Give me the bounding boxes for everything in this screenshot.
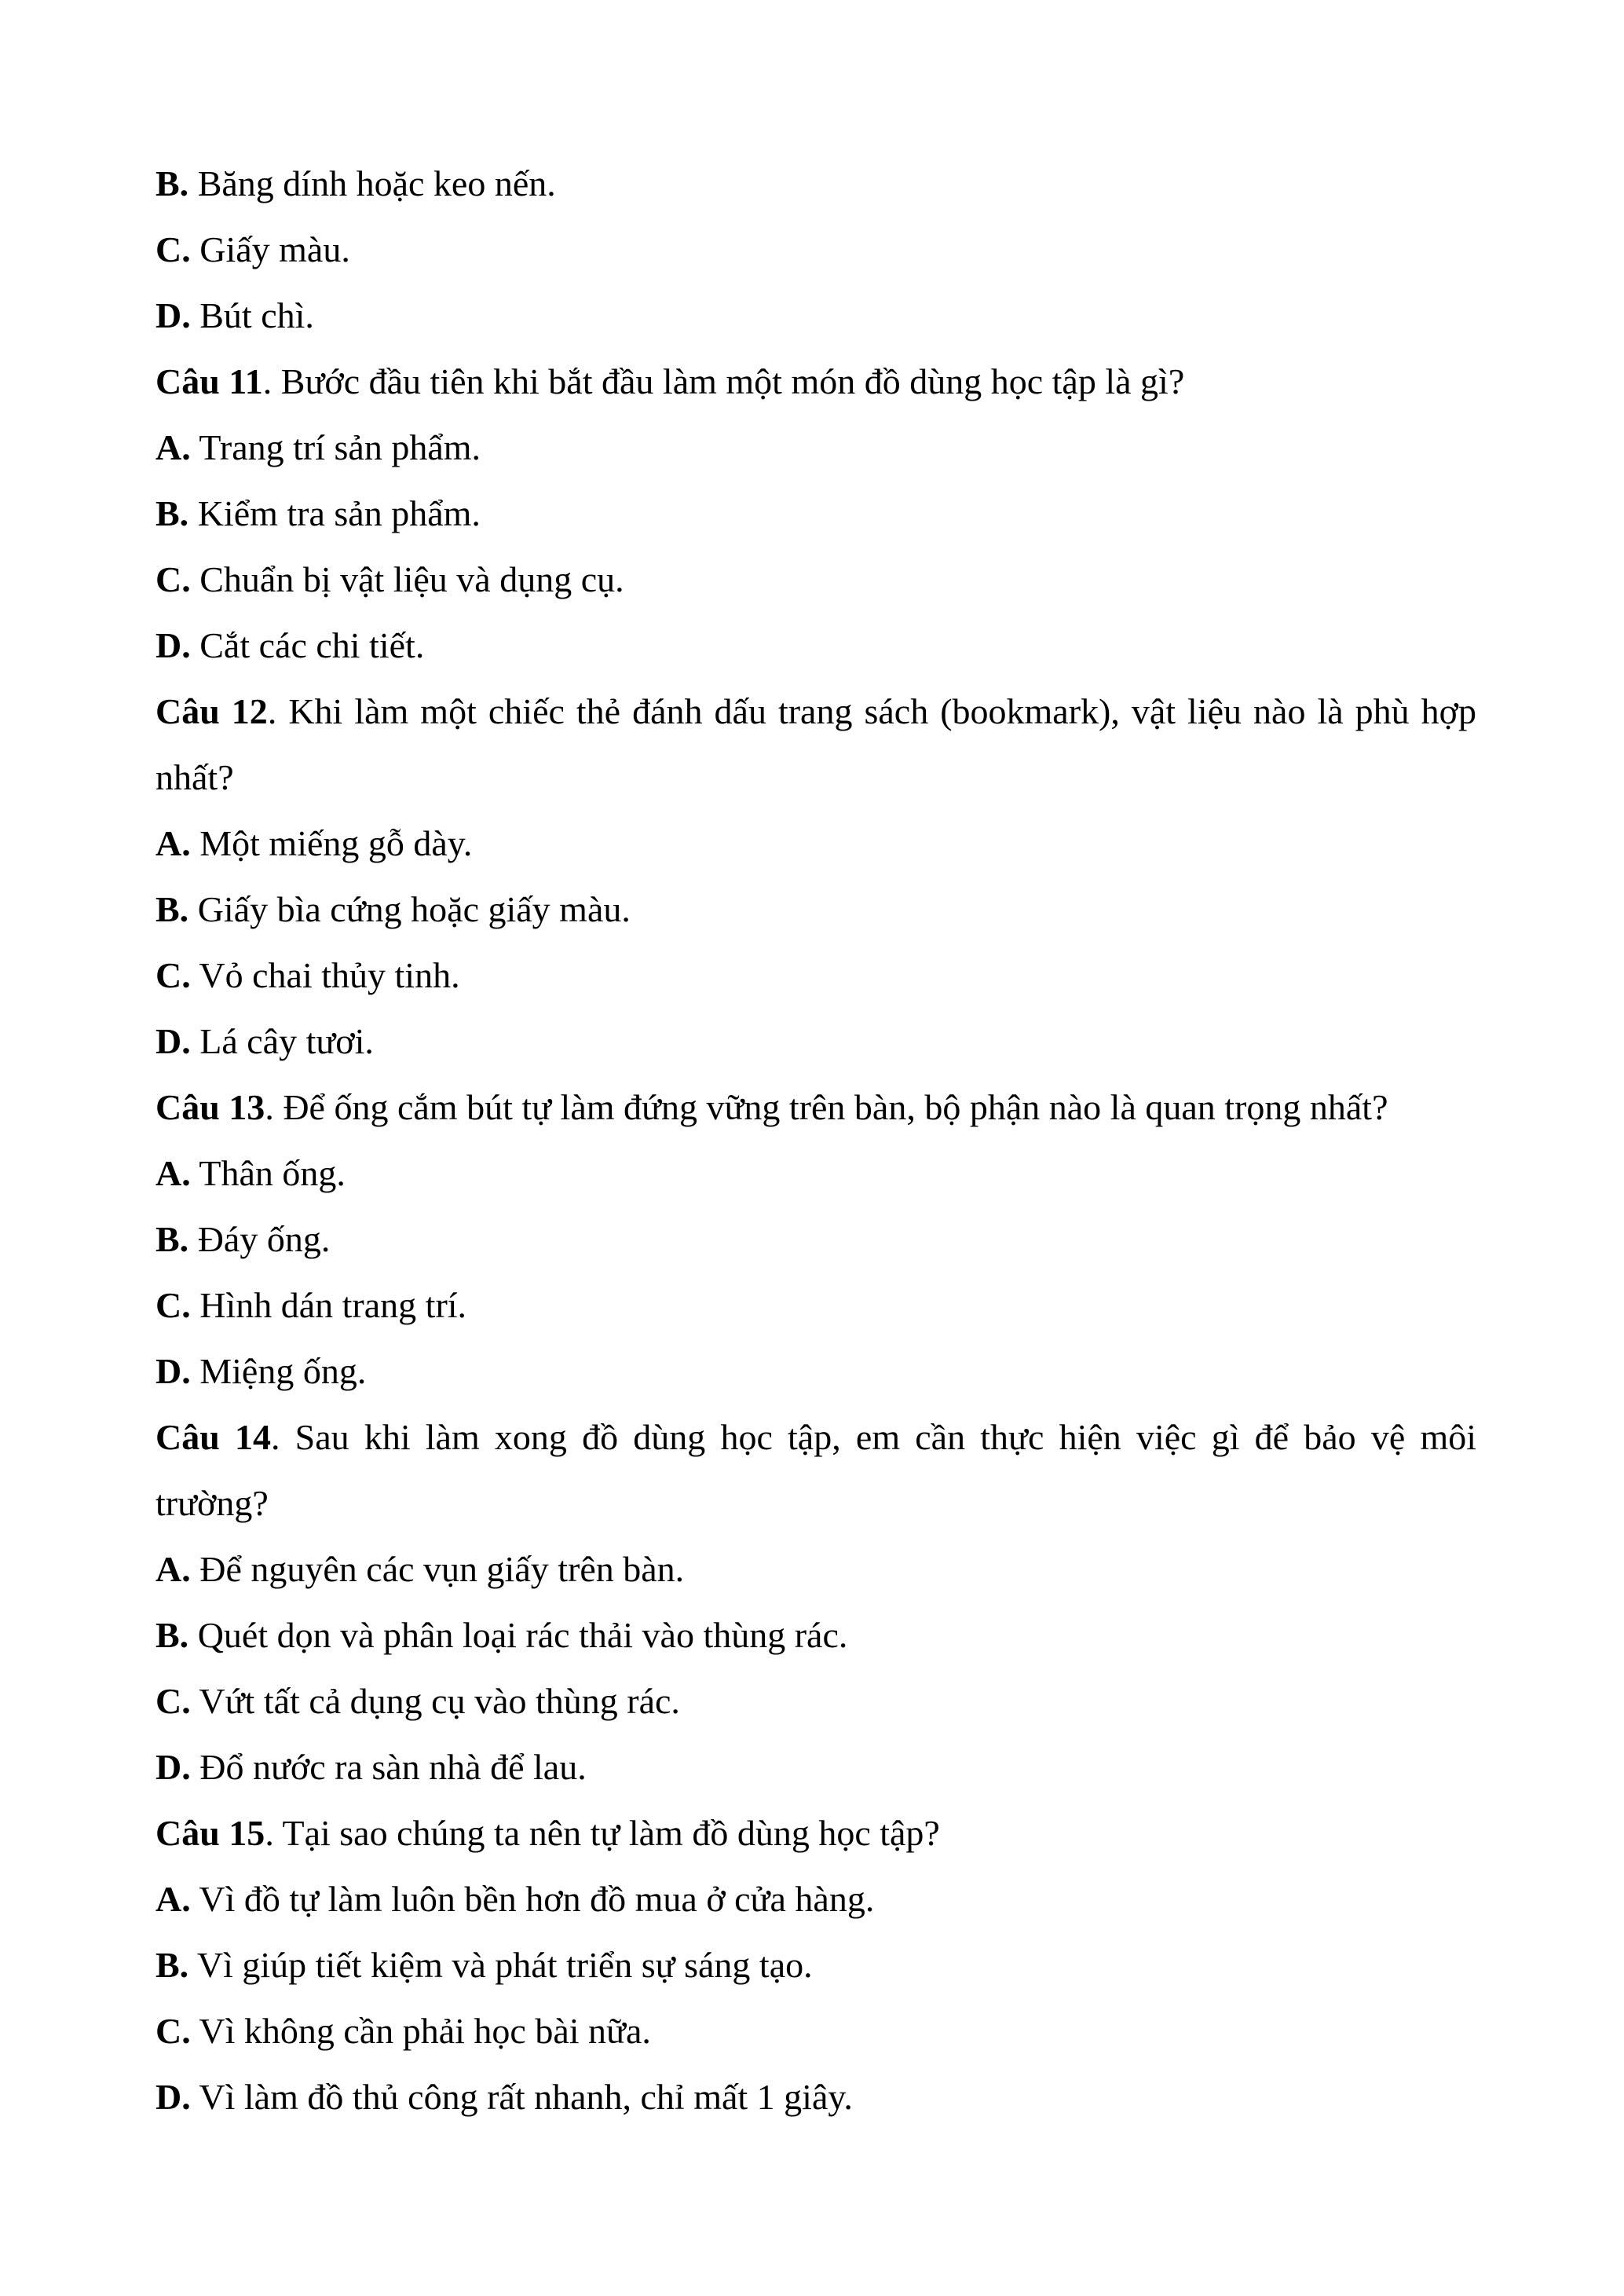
document-content [155,151,1476,2130]
option-text: Vỏ chai thủy tinh. [190,955,460,995]
option-letter: A. [155,823,191,863]
option-a [155,1141,1476,1207]
option-text: Vì làm đồ thủ công rất nhanh, chỉ mất 1 giây. [190,2077,853,2117]
question-text: . Bước đầu tiên khi bắt đầu làm một món đồ dùng học tập là gì? [262,361,1185,401]
option-text: Một miếng gỗ dày. [190,823,473,863]
option-text: Miệng ống. [190,1351,367,1391]
question-stem [155,679,1476,811]
option-text: Vứt tất cả dụng cụ vào thùng rác. [190,1681,680,1721]
option-letter: B. [155,493,189,533]
option-text: Giấy màu. [190,229,350,269]
question-number: Câu 11 [155,361,263,401]
option-letter: C. [155,2011,191,2051]
option-d [155,2064,1476,2130]
option-d-prev [155,283,1476,349]
option-text: Băng dính hoặc keo nến. [188,163,556,203]
option-text: Đáy ống. [188,1219,331,1259]
option-letter: A. [155,1549,191,1589]
option-text: Vì không cần phải học bài nữa. [190,2011,651,2051]
option-b [155,877,1476,943]
option-d [155,1338,1476,1404]
question-number: Câu 15 [155,1813,265,1853]
question-stem [155,1800,1476,1866]
option-text: Hình dán trang trí. [190,1285,467,1325]
option-text: Quét dọn và phân loại rác thải vào thùng rác. [188,1615,848,1655]
option-c [155,547,1476,613]
option-letter: C. [155,559,191,599]
option-b-prev [155,151,1476,217]
question-stem [155,349,1476,415]
option-text: Vì đồ tự làm luôn bền hơn đồ mua ở cửa hàng. [190,1879,875,1919]
option-letter: C. [155,1285,191,1325]
option-text: Để nguyên các vụn giấy trên bàn. [190,1549,685,1589]
question-text: . Khi làm một chiếc thẻ đánh dấu trang sách (bookmark), vật liệu nào là phù hợp nhất? [155,691,1476,797]
question-text: . Để ống cắm bút tự làm đứng vững trên bàn, bộ phận nào là quan trọng nhất? [265,1087,1388,1127]
option-d [155,1009,1476,1075]
option-b [155,1932,1476,1998]
question-stem [155,1075,1476,1141]
option-a [155,415,1476,481]
option-letter: B. [155,1219,189,1259]
option-text: Cắt các chi tiết. [190,625,425,665]
option-letter: D. [155,625,191,665]
option-text: Kiểm tra sản phẩm. [188,493,481,533]
question-text: . Sau khi làm xong đồ dùng học tập, em cần thực hiện việc gì để bảo vệ môi trường? [155,1417,1476,1523]
option-a [155,1536,1476,1602]
option-letter: D. [155,2077,191,2117]
option-b [155,1602,1476,1668]
question-number: Câu 13 [155,1087,265,1127]
option-letter: B. [155,1615,189,1655]
question-number: Câu 12 [155,691,268,731]
option-letter: D. [155,1351,191,1391]
option-text: Trang trí sản phẩm. [190,427,481,467]
option-letter: D. [155,1021,191,1061]
question-13 [155,1075,1476,1404]
question-12 [155,679,1476,1075]
option-letter: A. [155,427,191,467]
option-a [155,811,1476,877]
option-letter: D. [155,295,191,335]
option-b [155,481,1476,547]
option-letter: A. [155,1879,191,1919]
option-letter: C. [155,229,191,269]
option-text: Lá cây tươi. [190,1021,374,1061]
option-text: Giấy bìa cứng hoặc giấy màu. [188,889,631,929]
option-a [155,1866,1476,1932]
option-c-prev [155,217,1476,283]
option-d [155,1734,1476,1800]
option-c [155,943,1476,1009]
option-d [155,613,1476,679]
option-letter: B. [155,1945,189,1985]
option-b [155,1207,1476,1273]
option-text: Vì giúp tiết kiệm và phát triển sự sáng tạo. [188,1945,813,1985]
question-number: Câu 14 [155,1417,271,1457]
option-text: Bút chì. [190,295,314,335]
option-text: Đổ nước ra sàn nhà để lau. [190,1747,587,1787]
question-text: . Tại sao chúng ta nên tự làm đồ dùng học tập? [265,1813,940,1853]
option-c [155,1273,1476,1338]
question-14 [155,1404,1476,1800]
option-c [155,1668,1476,1734]
question-15 [155,1800,1476,2130]
option-letter: D. [155,1747,191,1787]
question-stem [155,1404,1476,1536]
option-letter: B. [155,163,189,203]
option-letter: A. [155,1153,191,1193]
option-letter: B. [155,889,189,929]
option-letter: C. [155,1681,191,1721]
question-11 [155,349,1476,679]
option-c [155,1998,1476,2064]
option-letter: C. [155,955,191,995]
option-text: Chuẩn bị vật liệu và dụng cụ. [190,559,624,599]
option-text: Thân ống. [190,1153,346,1193]
